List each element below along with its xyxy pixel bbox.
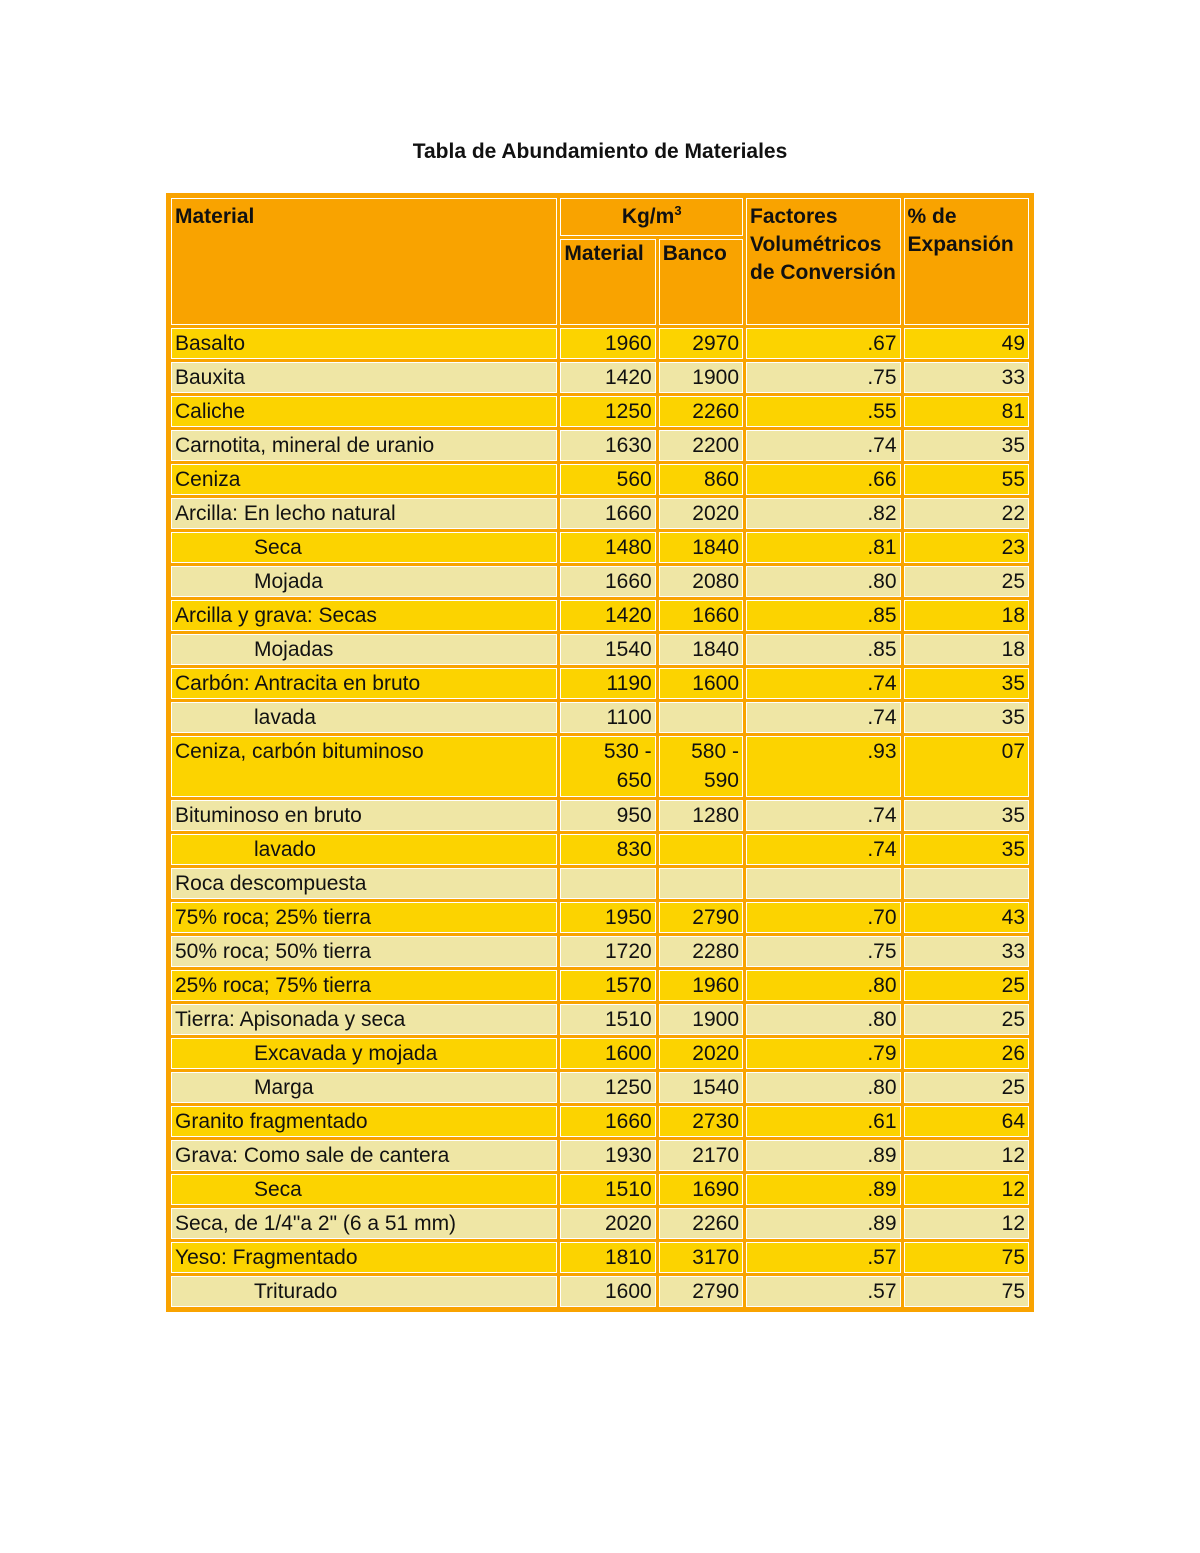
header-kg-banco: Banco (659, 239, 743, 325)
kg-banco-cell: 2260 (659, 1208, 743, 1239)
kg-banco-cell: 2280 (659, 936, 743, 967)
factor-cell: .89 (746, 1140, 901, 1171)
table-row (171, 1038, 1029, 1069)
table-row (171, 1004, 1029, 1035)
expansion-cell: 35 (904, 702, 1029, 733)
header-kg-material: Material (560, 239, 655, 325)
factor-cell: .89 (746, 1174, 901, 1205)
header-kg-per-m3 (560, 198, 743, 236)
kg-banco-cell: 3170 (659, 1242, 743, 1273)
factor-cell: .89 (746, 1208, 901, 1239)
expansion-cell: 22 (904, 498, 1029, 529)
kg-banco-cell: 1840 (659, 532, 743, 563)
table-row (171, 834, 1029, 865)
expansion-cell: 07 (904, 736, 1029, 797)
material-cell: Arcilla: En lecho natural (171, 498, 557, 529)
kg-banco-cell: 2080 (659, 566, 743, 597)
expansion-cell: 35 (904, 430, 1029, 461)
expansion-cell: 18 (904, 600, 1029, 631)
kg-banco-cell: 1690 (659, 1174, 743, 1205)
expansion-cell: 33 (904, 362, 1029, 393)
kg-banco-cell: 2730 (659, 1106, 743, 1137)
table-row (171, 532, 1029, 563)
material-cell: Ceniza, carbón bituminoso (171, 736, 557, 797)
kg-material-cell: 1190 (560, 668, 655, 699)
kg-banco-cell: 2020 (659, 498, 743, 529)
factor-cell: .80 (746, 566, 901, 597)
kg-material-cell: 1600 (560, 1276, 655, 1307)
material-cell: 75% roca; 25% tierra (171, 902, 557, 933)
kg-banco-cell: 580 - 590 (659, 736, 743, 797)
kg-banco-cell (659, 868, 743, 899)
material-cell: Seca, de 1/4"a 2" (6 a 51 mm) (171, 1208, 557, 1239)
kg-material-cell: 1600 (560, 1038, 655, 1069)
table-row (171, 328, 1029, 359)
kg-material-cell: 1420 (560, 600, 655, 631)
kg-material-cell (560, 868, 655, 899)
material-cell: lavado (171, 834, 557, 865)
expansion-cell: 25 (904, 566, 1029, 597)
kg-banco-cell: 1960 (659, 970, 743, 1001)
table-row (171, 566, 1029, 597)
factor-cell: .75 (746, 936, 901, 967)
kg-material-cell: 1100 (560, 702, 655, 733)
material-cell: Ceniza (171, 464, 557, 495)
material-cell: 50% roca; 50% tierra (171, 936, 557, 967)
table-row (171, 970, 1029, 1001)
kg-material-cell: 1510 (560, 1004, 655, 1035)
material-cell: Seca (171, 1174, 557, 1205)
factor-cell: .85 (746, 600, 901, 631)
expansion-cell: 75 (904, 1276, 1029, 1307)
kg-banco-cell: 860 (659, 464, 743, 495)
material-cell: 25% roca; 75% tierra (171, 970, 557, 1001)
expansion-cell: 33 (904, 936, 1029, 967)
table-row (171, 1072, 1029, 1103)
kg-material-cell: 530 - 650 (560, 736, 655, 797)
material-cell: lavada (171, 702, 557, 733)
expansion-cell: 12 (904, 1140, 1029, 1171)
kg-material-cell: 1480 (560, 532, 655, 563)
table-body (171, 328, 1029, 1307)
table-header (171, 198, 1029, 325)
expansion-cell: 18 (904, 634, 1029, 665)
kg-material-cell: 1250 (560, 396, 655, 427)
table-row (171, 702, 1029, 733)
kg-material-cell: 1250 (560, 1072, 655, 1103)
table-row (171, 1242, 1029, 1273)
factor-cell: .66 (746, 464, 901, 495)
kg-material-cell: 1540 (560, 634, 655, 665)
factor-cell: .74 (746, 430, 901, 461)
kg-material-cell: 830 (560, 834, 655, 865)
factor-cell: .74 (746, 834, 901, 865)
page-title: Tabla de Abundamiento de Materiales (412, 140, 788, 163)
expansion-cell: 12 (904, 1174, 1029, 1205)
kg-material-cell: 1630 (560, 430, 655, 461)
kg-banco-cell: 1840 (659, 634, 743, 665)
expansion-cell: 75 (904, 1242, 1029, 1273)
factor-cell: .55 (746, 396, 901, 427)
table-row (171, 868, 1029, 899)
kg-material-cell: 1930 (560, 1140, 655, 1171)
material-cell: Mojada (171, 566, 557, 597)
factor-cell: .74 (746, 702, 901, 733)
expansion-cell: 26 (904, 1038, 1029, 1069)
kg-material-cell: 1660 (560, 1106, 655, 1137)
factor-cell: .79 (746, 1038, 901, 1069)
table-row (171, 1208, 1029, 1239)
kg-banco-cell: 2020 (659, 1038, 743, 1069)
factor-cell: .70 (746, 902, 901, 933)
expansion-cell: 35 (904, 834, 1029, 865)
kg-banco-cell: 1900 (659, 362, 743, 393)
kg-material-cell: 1570 (560, 970, 655, 1001)
material-cell: Carnotita, mineral de uranio (171, 430, 557, 461)
table-row (171, 1140, 1029, 1171)
material-cell: Bauxita (171, 362, 557, 393)
kg-banco-cell: 2790 (659, 1276, 743, 1307)
kg-banco-cell: 1900 (659, 1004, 743, 1035)
kg-banco-cell: 1600 (659, 668, 743, 699)
factor-cell: .74 (746, 800, 901, 831)
header-factores: Factores Volumétricos de Conversión (746, 198, 901, 325)
expansion-cell (904, 868, 1029, 899)
factor-cell: .93 (746, 736, 901, 797)
material-cell: Seca (171, 532, 557, 563)
factor-cell: .82 (746, 498, 901, 529)
factor-cell: .80 (746, 1072, 901, 1103)
expansion-cell: 12 (904, 1208, 1029, 1239)
kg-banco-cell: 2970 (659, 328, 743, 359)
table-row (171, 396, 1029, 427)
factor-cell: .57 (746, 1242, 901, 1273)
factor-cell: .57 (746, 1276, 901, 1307)
factor-cell (746, 868, 901, 899)
expansion-cell: 35 (904, 800, 1029, 831)
expansion-cell: 35 (904, 668, 1029, 699)
header-expansion: % de Expansión (904, 198, 1029, 325)
expansion-cell: 64 (904, 1106, 1029, 1137)
table-row (171, 902, 1029, 933)
material-cell: Excavada y mojada (171, 1038, 557, 1069)
kg-material-cell: 1960 (560, 328, 655, 359)
material-cell: Triturado (171, 1276, 557, 1307)
kg-banco-cell: 2170 (659, 1140, 743, 1171)
table-row (171, 736, 1029, 797)
material-cell: Granito fragmentado (171, 1106, 557, 1137)
table-row (171, 936, 1029, 967)
table-row (171, 430, 1029, 461)
material-cell: Basalto (171, 328, 557, 359)
material-cell: Arcilla y grava: Secas (171, 600, 557, 631)
material-cell: Tierra: Apisonada y seca (171, 1004, 557, 1035)
kg-material-cell: 1660 (560, 498, 655, 529)
table-row (171, 464, 1029, 495)
material-cell: Grava: Como sale de cantera (171, 1140, 557, 1171)
factor-cell: .80 (746, 1004, 901, 1035)
kg-material-cell: 950 (560, 800, 655, 831)
table-row (171, 634, 1029, 665)
header-kg-superscript: 3 (674, 203, 682, 218)
table-row (171, 362, 1029, 393)
kg-banco-cell: 1280 (659, 800, 743, 831)
factor-cell: .81 (746, 532, 901, 563)
factor-cell: .61 (746, 1106, 901, 1137)
expansion-cell: 25 (904, 1004, 1029, 1035)
expansion-cell: 25 (904, 970, 1029, 1001)
materials-table-frame (166, 193, 1034, 1312)
material-cell: Yeso: Fragmentado (171, 1242, 557, 1273)
material-cell: Marga (171, 1072, 557, 1103)
table-row (171, 600, 1029, 631)
materials-table (168, 195, 1032, 1310)
material-cell: Carbón: Antracita en bruto (171, 668, 557, 699)
factor-cell: .67 (746, 328, 901, 359)
material-cell: Roca descompuesta (171, 868, 557, 899)
expansion-cell: 25 (904, 1072, 1029, 1103)
factor-cell: .74 (746, 668, 901, 699)
table-row (171, 1106, 1029, 1137)
expansion-cell: 55 (904, 464, 1029, 495)
expansion-cell: 49 (904, 328, 1029, 359)
table-row (171, 800, 1029, 831)
kg-banco-cell (659, 834, 743, 865)
kg-banco-cell: 2200 (659, 430, 743, 461)
header-kg-label: Kg/m (621, 205, 675, 228)
table-row (171, 1174, 1029, 1205)
expansion-cell: 23 (904, 532, 1029, 563)
material-cell: Mojadas (171, 634, 557, 665)
factor-cell: .85 (746, 634, 901, 665)
kg-material-cell: 560 (560, 464, 655, 495)
kg-material-cell: 2020 (560, 1208, 655, 1239)
table-row (171, 498, 1029, 529)
kg-material-cell: 1950 (560, 902, 655, 933)
kg-material-cell: 1810 (560, 1242, 655, 1273)
expansion-cell: 43 (904, 902, 1029, 933)
kg-banco-cell (659, 702, 743, 733)
header-material: Material (171, 198, 557, 325)
kg-banco-cell: 2790 (659, 902, 743, 933)
kg-material-cell: 1420 (560, 362, 655, 393)
table-row (171, 1276, 1029, 1307)
kg-material-cell: 1510 (560, 1174, 655, 1205)
table-row (171, 668, 1029, 699)
factor-cell: .75 (746, 362, 901, 393)
kg-material-cell: 1720 (560, 936, 655, 967)
kg-banco-cell: 2260 (659, 396, 743, 427)
kg-material-cell: 1660 (560, 566, 655, 597)
material-cell: Bituminoso en bruto (171, 800, 557, 831)
kg-banco-cell: 1660 (659, 600, 743, 631)
factor-cell: .80 (746, 970, 901, 1001)
kg-banco-cell: 1540 (659, 1072, 743, 1103)
material-cell: Caliche (171, 396, 557, 427)
expansion-cell: 81 (904, 396, 1029, 427)
